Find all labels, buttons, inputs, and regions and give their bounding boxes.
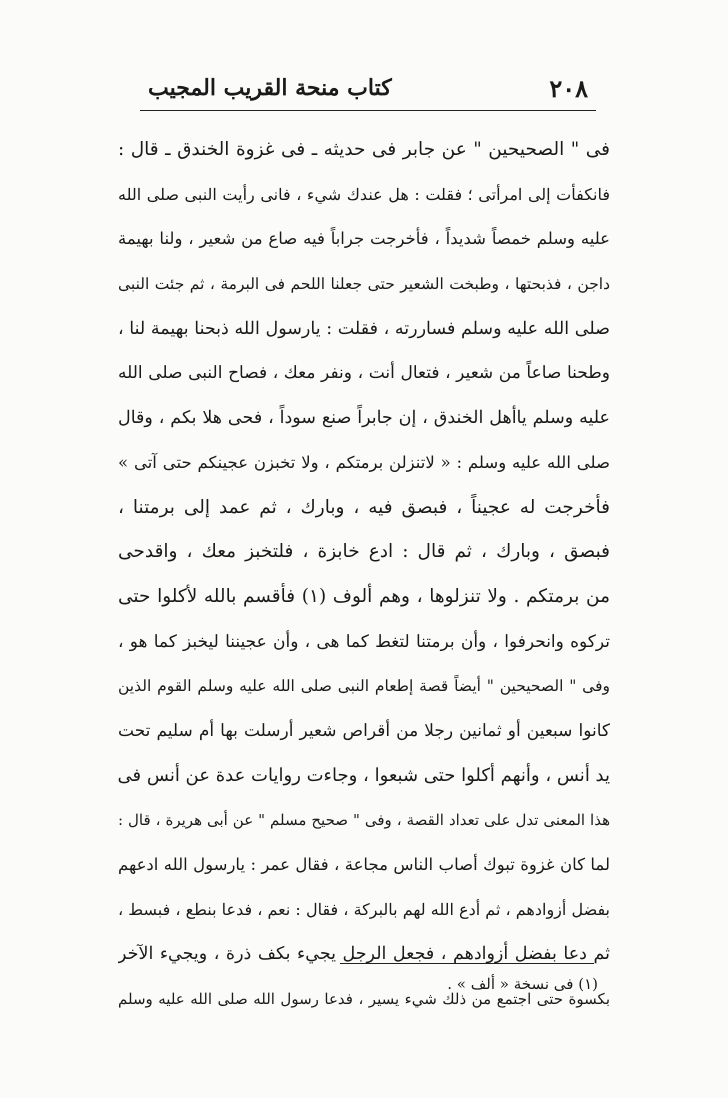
text-line: فأخرجت له عجيناً ، فبصق فيه ، وبارك ، ثم عمد إلى برمتنا ، [118, 496, 610, 518]
header-rule [140, 110, 596, 111]
footnote: (١) فى نسخة « ألف » . [447, 975, 598, 993]
page-header [140, 70, 596, 106]
text-line: لما كان غزوة تبوك أصاب الناس مجاعة ، فقال عمر : يارسول الله ادعهم [118, 855, 610, 874]
text-line: هذا المعنى تدل على تعداد القصة ، وفى " صحيح مسلم " عن أبى هريرة ، قال : [118, 811, 610, 830]
footnote-rule [340, 963, 594, 964]
text-line: فانكفأت إلى امرأتى ؛ فقلت : هل عندك شيء ، فانى رأيت النبى صلى الله [118, 184, 610, 204]
text-line: ثم دعا بفضل أزوادهم ، فجعل الرجل يجيء بكف ذرة ، ويجيء الآخر [118, 944, 610, 965]
text-line: بكسوة حتى اجتمع من ذلك شيء يسير ، فدعا رسول الله صلى الله عليه وسلم [118, 990, 610, 1009]
text-line: يد أنس ، وأنهم أكلوا حتى شبعوا ، وجاءت روايات عدة عن أنس فى [118, 764, 610, 786]
text-line: فبصق ، وبارك ، ثم قال : ادع خابزة ، فلتخبز معك ، واقدحى [118, 541, 610, 563]
text-line: عليه وسلم ياأهل الخندق ، إن جابراً صنع سوداً ، فحى هلا بكم ، وقال [118, 408, 610, 429]
body-text [118, 128, 610, 1022]
text-line: وطحنا صاعاً من شعير ، فتعال أنت ، ونفر معك ، فصاح النبى صلى الله [118, 363, 610, 384]
text-line: بفضل أزوادهم ، ثم أدع الله لهم بالبركة ، فقال : نعم ، فدعا بنطع ، فبسط ، [118, 899, 610, 919]
text-line: صلى الله عليه وسلم فساررته ، فقلت : يارسول الله ذبحنا بهيمة لنا ، [118, 318, 610, 339]
text-line: وفى " الصحيحين " أيضاً قصة إطعام النبى صلى الله عليه وسلم القوم الذين [118, 677, 610, 696]
text-line: صلى الله عليه وسلم : « لاتنزلن برمتكم ، ولا تخبزن عجينكم حتى آتى » [118, 452, 610, 472]
text-line: من برمتكم . ولا تنزلوها ، وهم ألوف (١) فأقسم بالله لأكلوا حتى [118, 585, 610, 607]
text-line: تركوه وانحرفوا ، وأن برمتنا لتغط كما هى ، وأن عجيننا ليخبز كما هو ، [118, 631, 610, 652]
book-title: كتاب منحة القريب المجيب [148, 75, 392, 101]
text-line: فى " الصحيحين " عن جابر فى حديثه ـ فى غزوة الخندق ـ قال : [118, 139, 610, 160]
text-line: داجن ، فذبحتها ، وطبخت الشعير حتى جعلنا اللحم فى البرمة ، ثم جئت النبى [118, 275, 610, 294]
page-number: ٢٠٨ [549, 73, 588, 103]
text-line: كانوا سبعين أو ثمانين رجلا من أقراص شعير أرسلت بها أم سليم تحت [118, 720, 610, 741]
text-line: عليه وسلم خمصاً شديداً ، فأخرجت جراباً فيه صاع من شعير ، ولنا بهيمة [118, 229, 610, 249]
